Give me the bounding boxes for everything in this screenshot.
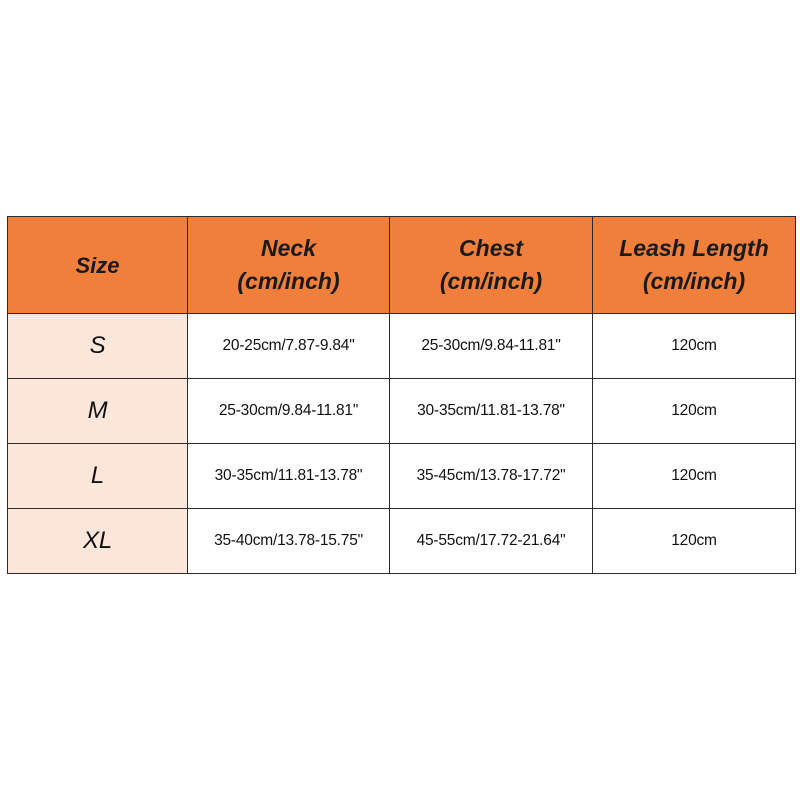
- neck-cell: 25-30cm/9.84-11.81": [188, 379, 390, 444]
- size-cell: XL: [8, 509, 188, 574]
- header-chest-unit: (cm/inch): [439, 268, 543, 294]
- header-neck-unit: (cm/inch): [237, 268, 340, 294]
- neck-cell: 30-35cm/11.81-13.78": [188, 444, 390, 509]
- table-row: [8, 509, 796, 574]
- chest-cell: 25-30cm/9.84-11.81": [390, 314, 593, 379]
- header-leash-label: Leash Length: [619, 235, 769, 261]
- neck-cell: 20-25cm/7.87-9.84": [188, 314, 390, 379]
- table-header-row: [8, 217, 796, 314]
- chest-cell: 30-35cm/11.81-13.78": [390, 379, 593, 444]
- size-cell: S: [8, 314, 188, 379]
- header-size: [8, 217, 188, 314]
- header-chest: [390, 217, 593, 314]
- header-neck-label: Neck: [261, 235, 316, 261]
- header-chest-label: Chest: [459, 235, 523, 261]
- header-neck: [188, 217, 390, 314]
- table-row: [8, 314, 796, 379]
- size-chart-table: [7, 216, 796, 574]
- table-row: [8, 379, 796, 444]
- size-cell: M: [8, 379, 188, 444]
- chest-cell: 45-55cm/17.72-21.64": [390, 509, 593, 574]
- table-row: [8, 444, 796, 509]
- header-size-label: Size: [75, 252, 120, 278]
- chest-cell: 35-45cm/13.78-17.72": [390, 444, 593, 509]
- leash-cell: 120cm: [593, 444, 796, 509]
- neck-cell: 35-40cm/13.78-15.75": [188, 509, 390, 574]
- leash-cell: 120cm: [593, 509, 796, 574]
- header-leash-length: [593, 217, 796, 314]
- size-cell: L: [8, 444, 188, 509]
- header-leash-unit: (cm/inch): [642, 268, 746, 294]
- leash-cell: 120cm: [593, 314, 796, 379]
- leash-cell: 120cm: [593, 379, 796, 444]
